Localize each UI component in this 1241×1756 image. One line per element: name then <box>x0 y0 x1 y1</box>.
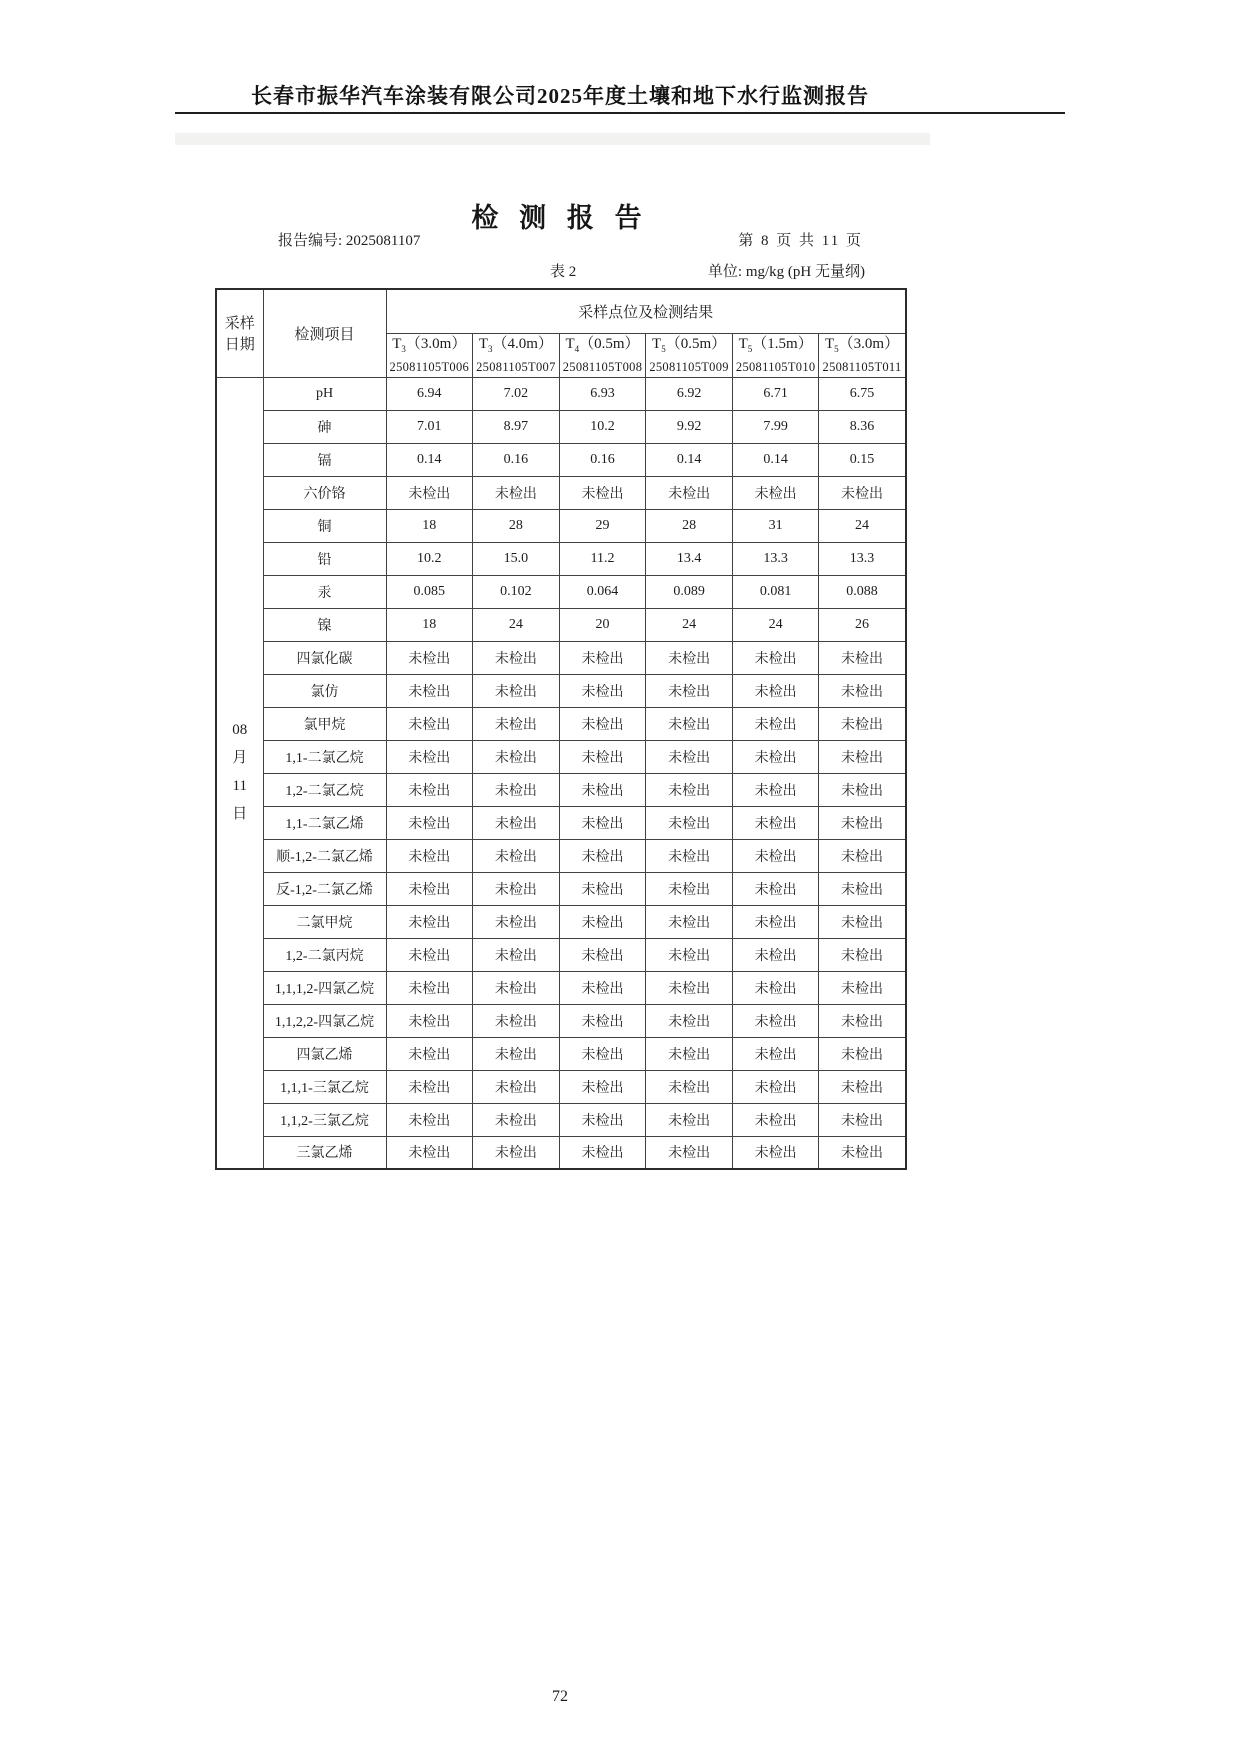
table-row <box>216 443 906 476</box>
result-value: 未检出 <box>732 872 819 905</box>
result-value: 6.75 <box>819 377 906 410</box>
result-value: 未检出 <box>386 674 473 707</box>
result-value: 未检出 <box>646 806 733 839</box>
test-item-label: 1,1-二氯乙烯 <box>263 806 386 839</box>
column-header-sampling-points: 采样点位及检测结果 <box>386 289 906 333</box>
result-value: 28 <box>473 509 560 542</box>
result-value: 未检出 <box>473 707 560 740</box>
point-label: $T_5(1.5m)$ <box>738 336 813 354</box>
result-value: 10.2 <box>559 410 646 443</box>
result-value: 0.088 <box>819 575 906 608</box>
test-item-label: pH <box>263 377 386 410</box>
result-value: 未检出 <box>646 872 733 905</box>
result-value: 未检出 <box>473 938 560 971</box>
result-value: 未检出 <box>473 476 560 509</box>
result-value: 未检出 <box>732 806 819 839</box>
result-value: 未检出 <box>732 674 819 707</box>
test-item-label: 镉 <box>263 443 386 476</box>
result-value: 24 <box>819 509 906 542</box>
result-value: 未检出 <box>646 773 733 806</box>
table-row <box>216 938 906 971</box>
result-value: 未检出 <box>559 1103 646 1136</box>
unit-label: 单位: mg/kg (pH 无量纲) <box>707 264 865 280</box>
result-value: 未检出 <box>646 707 733 740</box>
result-value: 未检出 <box>473 1103 560 1136</box>
result-value: 15.0 <box>473 542 560 575</box>
result-value: 未检出 <box>819 839 906 872</box>
table-row <box>216 575 906 608</box>
result-value: 未检出 <box>559 476 646 509</box>
result-value: 0.16 <box>559 443 646 476</box>
result-value: 未检出 <box>473 971 560 1004</box>
result-value: 18 <box>386 509 473 542</box>
test-item-label: 四氯化碳 <box>263 641 386 674</box>
result-value: 未检出 <box>732 1037 819 1070</box>
table-header-row-1 <box>216 289 906 333</box>
result-value: 24 <box>646 608 733 641</box>
result-value: 未检出 <box>559 707 646 740</box>
test-item-label: 铅 <box>263 542 386 575</box>
result-value: 0.064 <box>559 575 646 608</box>
result-value: 未检出 <box>559 905 646 938</box>
result-value: 未检出 <box>386 872 473 905</box>
result-value: 未检出 <box>559 740 646 773</box>
result-value: 未检出 <box>819 674 906 707</box>
result-value: 未检出 <box>473 806 560 839</box>
result-value: 未检出 <box>646 1103 733 1136</box>
result-value: 未检出 <box>473 872 560 905</box>
result-value: 未检出 <box>473 674 560 707</box>
sample-id: 25081105T010 <box>735 360 816 374</box>
result-value: 未检出 <box>386 1136 473 1169</box>
result-value: 未检出 <box>732 971 819 1004</box>
result-value: 26 <box>819 608 906 641</box>
table-row <box>216 476 906 509</box>
table-row <box>216 410 906 443</box>
result-value: 13.4 <box>646 542 733 575</box>
result-value: 未检出 <box>473 740 560 773</box>
point-label: $T_3(4.0m)$ <box>478 336 553 354</box>
result-value: 未检出 <box>473 1004 560 1037</box>
sampling-date-cell <box>216 377 263 1169</box>
table-row <box>216 1004 906 1037</box>
result-value: 29 <box>559 509 646 542</box>
sampling-date-line: 08 <box>232 722 248 739</box>
test-item-label: 汞 <box>263 575 386 608</box>
table-row <box>216 740 906 773</box>
test-item-label: 四氯乙烯 <box>263 1037 386 1070</box>
point-header-t5-3m <box>819 333 906 377</box>
page-number-footer: 72 <box>552 1688 568 1705</box>
page-info: 第 8 页 共 11 页 <box>738 233 863 249</box>
result-value: 未检出 <box>386 938 473 971</box>
result-value: 0.15 <box>819 443 906 476</box>
result-value: 未检出 <box>819 1103 906 1136</box>
point-header-t3-3m <box>386 333 473 377</box>
result-value: 未检出 <box>473 905 560 938</box>
report-number: 报告编号: 2025081107 <box>278 233 421 249</box>
result-value: 未检出 <box>732 641 819 674</box>
test-item-label: 氯甲烷 <box>263 707 386 740</box>
result-value: 0.14 <box>646 443 733 476</box>
result-value: 未检出 <box>732 476 819 509</box>
result-value: 未检出 <box>646 641 733 674</box>
result-value: 0.14 <box>386 443 473 476</box>
result-value: 未检出 <box>819 1004 906 1037</box>
result-value: 24 <box>473 608 560 641</box>
result-value: 13.3 <box>819 542 906 575</box>
table-row <box>216 707 906 740</box>
result-value: 未检出 <box>646 1070 733 1103</box>
result-value: 未检出 <box>386 905 473 938</box>
result-value: 未检出 <box>732 1136 819 1169</box>
result-value: 未检出 <box>732 938 819 971</box>
sample-id: 25081105T011 <box>822 360 902 374</box>
result-value: 未检出 <box>559 1037 646 1070</box>
result-value: 7.02 <box>473 377 560 410</box>
result-value: 0.089 <box>646 575 733 608</box>
result-value: 未检出 <box>386 806 473 839</box>
result-value: 未检出 <box>732 707 819 740</box>
test-item-label: 1,1,2-三氯乙烷 <box>263 1103 386 1136</box>
test-item-label: 1,2-二氯乙烷 <box>263 773 386 806</box>
result-value: 未检出 <box>473 1037 560 1070</box>
sample-id: 25081105T009 <box>649 360 729 374</box>
result-value: 未检出 <box>559 872 646 905</box>
column-header-test-item: 检测项目 <box>263 289 386 377</box>
result-value: 未检出 <box>732 773 819 806</box>
result-value: 未检出 <box>646 674 733 707</box>
result-value: 未检出 <box>646 740 733 773</box>
test-item-label: 铜 <box>263 509 386 542</box>
table-row <box>216 542 906 575</box>
table-row <box>216 971 906 1004</box>
table-row <box>216 377 906 410</box>
result-value: 0.102 <box>473 575 560 608</box>
result-value: 未检出 <box>646 1004 733 1037</box>
result-value: 0.085 <box>386 575 473 608</box>
result-value: 未检出 <box>386 1070 473 1103</box>
result-value: 28 <box>646 509 733 542</box>
point-label: $T_5(0.5m)$ <box>652 336 727 354</box>
result-value: 6.92 <box>646 377 733 410</box>
result-value: 6.94 <box>386 377 473 410</box>
result-value: 未检出 <box>819 1136 906 1169</box>
result-value: 24 <box>732 608 819 641</box>
result-value: 未检出 <box>819 806 906 839</box>
sample-id: 25081105T006 <box>389 360 470 374</box>
test-item-label: 三氯乙烯 <box>263 1136 386 1169</box>
sample-id: 25081105T008 <box>562 360 643 374</box>
table-row <box>216 641 906 674</box>
result-value: 未检出 <box>559 1004 646 1037</box>
result-value: 未检出 <box>646 971 733 1004</box>
test-item-label: 1,1,1,2-四氯乙烷 <box>263 971 386 1004</box>
point-label: $T_4(0.5m)$ <box>565 336 640 354</box>
table-row <box>216 806 906 839</box>
sampling-date-line: 日 <box>232 806 248 823</box>
result-value: 0.16 <box>473 443 560 476</box>
result-value: 未检出 <box>819 938 906 971</box>
result-value: 未检出 <box>819 872 906 905</box>
test-item-label: 六价铬 <box>263 476 386 509</box>
result-value: 未检出 <box>646 1136 733 1169</box>
result-value: 未检出 <box>386 1103 473 1136</box>
result-value: 0.081 <box>732 575 819 608</box>
result-value: 8.97 <box>473 410 560 443</box>
table-row <box>216 1103 906 1136</box>
table-meta-row <box>215 260 905 282</box>
result-value: 未检出 <box>646 476 733 509</box>
result-value: 未检出 <box>646 839 733 872</box>
document-header-title: 长春市振华汽车涂装有限公司2025年度土壤和地下水行监测报告 <box>251 84 869 108</box>
report-title: 检 测 报 告 <box>471 203 649 233</box>
test-item-label: 二氯甲烷 <box>263 905 386 938</box>
point-header-t3-4m <box>473 333 560 377</box>
result-value: 未检出 <box>646 905 733 938</box>
result-value: 9.92 <box>646 410 733 443</box>
test-item-label: 顺-1,2-二氯乙烯 <box>263 839 386 872</box>
table-row <box>216 1070 906 1103</box>
result-value: 13.3 <box>732 542 819 575</box>
result-value: 未检出 <box>386 1037 473 1070</box>
table-row <box>216 905 906 938</box>
result-value: 未检出 <box>819 773 906 806</box>
result-value: 0.14 <box>732 443 819 476</box>
result-value: 未检出 <box>819 476 906 509</box>
result-value: 未检出 <box>559 839 646 872</box>
results-table <box>215 288 907 1170</box>
result-value: 未检出 <box>819 1037 906 1070</box>
result-value: 未检出 <box>386 1004 473 1037</box>
table-row <box>216 773 906 806</box>
sampling-date-line: 11 <box>232 778 247 795</box>
result-value: 未检出 <box>386 476 473 509</box>
result-value: 未检出 <box>473 773 560 806</box>
result-value: 未检出 <box>732 1103 819 1136</box>
result-value: 10.2 <box>386 542 473 575</box>
result-value: 未检出 <box>473 1136 560 1169</box>
point-header-t4-05m <box>559 333 646 377</box>
point-label: $T_5(3.0m)$ <box>825 336 900 354</box>
result-value: 未检出 <box>473 1070 560 1103</box>
point-header-t5-05m <box>646 333 733 377</box>
report-meta-row <box>278 229 863 250</box>
result-value: 7.99 <box>732 410 819 443</box>
sampling-date-line: 月 <box>232 750 248 767</box>
result-value: 未检出 <box>819 641 906 674</box>
result-value: 未检出 <box>819 1070 906 1103</box>
result-value: 未检出 <box>473 641 560 674</box>
result-value: 未检出 <box>819 971 906 1004</box>
result-value: 未检出 <box>732 740 819 773</box>
table-row <box>216 839 906 872</box>
column-header-sampling-date: 采样日期 <box>216 289 263 377</box>
result-value: 未检出 <box>473 839 560 872</box>
table-row <box>216 1136 906 1169</box>
result-value: 未检出 <box>732 1004 819 1037</box>
result-value: 未检出 <box>819 707 906 740</box>
result-value: 6.71 <box>732 377 819 410</box>
result-value: 18 <box>386 608 473 641</box>
result-value: 未检出 <box>732 1070 819 1103</box>
point-label: $T_3(3.0m)$ <box>392 336 467 354</box>
result-value: 未检出 <box>559 971 646 1004</box>
result-value: 未检出 <box>386 773 473 806</box>
table-row <box>216 872 906 905</box>
result-value: 11.2 <box>559 542 646 575</box>
table-label: 表 2 <box>550 264 577 280</box>
result-value: 未检出 <box>559 1070 646 1103</box>
test-item-label: 1,1,2,2-四氯乙烷 <box>263 1004 386 1037</box>
sample-id: 25081105T007 <box>476 360 556 374</box>
result-value: 未检出 <box>732 905 819 938</box>
result-value: 未检出 <box>559 806 646 839</box>
point-header-t5-15m <box>732 333 819 377</box>
test-item-label: 1,1,1-三氯乙烷 <box>263 1070 386 1103</box>
result-value: 7.01 <box>386 410 473 443</box>
result-value: 未检出 <box>559 674 646 707</box>
result-value: 未检出 <box>386 740 473 773</box>
test-item-label: 砷 <box>263 410 386 443</box>
result-value: 6.93 <box>559 377 646 410</box>
result-value: 未检出 <box>386 641 473 674</box>
table-row <box>216 608 906 641</box>
test-item-label: 1,2-二氯丙烷 <box>263 938 386 971</box>
table-row <box>216 1037 906 1070</box>
result-value: 未检出 <box>819 740 906 773</box>
result-value: 20 <box>559 608 646 641</box>
result-value: 未检出 <box>386 839 473 872</box>
result-value: 未检出 <box>386 971 473 1004</box>
table-row <box>216 509 906 542</box>
result-value: 31 <box>732 509 819 542</box>
result-value: 未检出 <box>559 773 646 806</box>
test-item-label: 镍 <box>263 608 386 641</box>
test-item-label: 反-1,2-二氯乙烯 <box>263 872 386 905</box>
result-value: 未检出 <box>819 905 906 938</box>
result-value: 未检出 <box>646 938 733 971</box>
table-row <box>216 674 906 707</box>
result-value: 未检出 <box>646 1037 733 1070</box>
result-value: 未检出 <box>559 1136 646 1169</box>
result-value: 未检出 <box>386 707 473 740</box>
result-value: 8.36 <box>819 410 906 443</box>
result-value: 未检出 <box>732 839 819 872</box>
test-item-label: 1,1-二氯乙烷 <box>263 740 386 773</box>
result-value: 未检出 <box>559 938 646 971</box>
test-item-label: 氯仿 <box>263 674 386 707</box>
result-value: 未检出 <box>559 641 646 674</box>
report-content <box>215 0 905 1756</box>
